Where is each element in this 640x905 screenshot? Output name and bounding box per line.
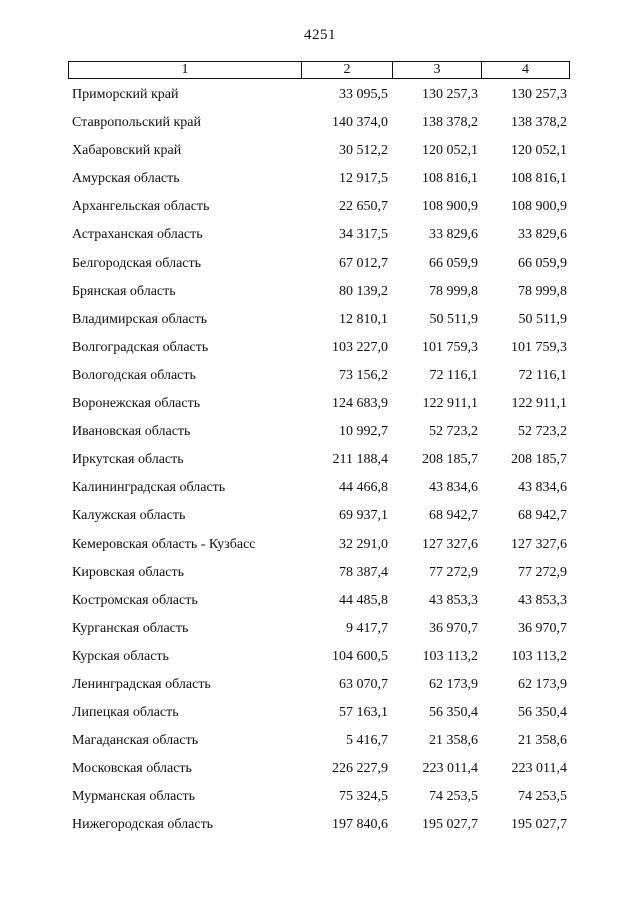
table-row [0, 86, 640, 114]
value-col-4: 78 999,8 [518, 283, 567, 299]
value-col-4: 33 829,6 [518, 227, 567, 243]
value-col-2: 78 387,4 [339, 564, 388, 580]
value-col-4: 62 173,9 [518, 676, 567, 692]
table-row [0, 311, 640, 339]
value-col-2: 197 840,6 [332, 817, 388, 833]
region-name: Московская область [72, 761, 192, 777]
table-row [0, 114, 640, 142]
value-col-4: 43 834,6 [518, 480, 567, 496]
table-row [0, 423, 640, 451]
region-name: Волгоградская область [72, 339, 209, 355]
value-col-3: 74 253,5 [429, 789, 478, 805]
value-col-2: 44 466,8 [339, 480, 388, 496]
region-name: Курганская область [72, 620, 189, 636]
value-col-4: 43 853,3 [518, 592, 567, 608]
value-col-3: 138 378,2 [422, 115, 478, 131]
table-row [0, 451, 640, 479]
value-col-4: 52 723,2 [518, 424, 567, 440]
value-col-4: 127 327,6 [511, 536, 567, 552]
value-col-4: 74 253,5 [518, 789, 567, 805]
table-header [68, 61, 570, 79]
value-col-4: 130 257,3 [511, 87, 567, 102]
value-col-2: 80 139,2 [339, 283, 388, 299]
value-col-2: 211 188,4 [332, 452, 388, 468]
region-name: Магаданская область [72, 733, 199, 749]
table-row [0, 142, 640, 170]
value-col-2: 5 416,7 [346, 733, 388, 749]
page-number: 4251 [304, 27, 336, 43]
value-col-4: 101 759,3 [511, 339, 567, 355]
table-row [0, 507, 640, 535]
table-row [0, 395, 640, 423]
table-row [0, 760, 640, 788]
value-col-2: 10 992,7 [339, 424, 388, 440]
table-body [0, 86, 640, 845]
value-col-3: 33 829,6 [429, 227, 478, 243]
value-col-2: 104 600,5 [332, 648, 388, 664]
region-name: Владимирская область [72, 311, 208, 327]
region-name: Вологодская область [72, 367, 196, 383]
value-col-3: 68 942,7 [429, 508, 478, 524]
table-row [0, 367, 640, 395]
value-col-2: 57 163,1 [339, 705, 388, 721]
value-col-3: 56 350,4 [429, 705, 478, 721]
value-col-4: 68 942,7 [518, 508, 567, 524]
value-col-4: 66 059,9 [518, 255, 567, 271]
region-name: Ивановская область [72, 424, 191, 440]
table-row [0, 339, 640, 367]
table-row [0, 226, 640, 254]
value-col-3: 223 011,4 [422, 761, 478, 777]
region-name: Астраханская область [72, 227, 203, 243]
value-col-3: 108 900,9 [422, 199, 478, 215]
value-col-2: 75 324,5 [339, 789, 388, 805]
table-row [0, 170, 640, 198]
value-col-3: 208 185,7 [422, 452, 478, 468]
value-col-4: 122 911,1 [511, 396, 567, 412]
table-row [0, 198, 640, 226]
value-col-4: 223 011,4 [511, 761, 567, 777]
table-row [0, 564, 640, 592]
value-col-4: 72 116,1 [518, 367, 567, 383]
table-row [0, 788, 640, 816]
region-name: Курская область [72, 648, 169, 664]
value-col-4: 103 113,2 [511, 648, 567, 664]
column-header-4: 4 [481, 62, 569, 78]
region-name: Иркутская область [72, 452, 184, 468]
region-name: Мурманская область [72, 789, 196, 805]
value-col-3: 62 173,9 [429, 676, 478, 692]
table-row [0, 648, 640, 676]
region-name: Кировская область [72, 564, 185, 580]
value-col-2: 73 156,2 [339, 367, 388, 383]
value-col-4: 195 027,7 [511, 817, 567, 833]
region-name: Кемеровская область - Кузбасс [72, 536, 256, 552]
value-col-2: 34 317,5 [339, 227, 388, 243]
value-col-2: 12 810,1 [339, 311, 388, 327]
value-col-3: 21 358,6 [429, 733, 478, 749]
table-row [0, 283, 640, 311]
region-name: Белгородская область [72, 255, 202, 271]
value-col-3: 77 272,9 [429, 564, 478, 580]
value-col-3: 130 257,3 [422, 87, 478, 102]
value-col-2: 44 485,8 [339, 592, 388, 608]
value-col-2: 103 227,0 [332, 339, 388, 355]
value-col-4: 120 052,1 [511, 143, 567, 159]
table-row [0, 676, 640, 704]
region-name: Нижегородская область [72, 817, 214, 833]
value-col-4: 138 378,2 [511, 115, 567, 131]
value-col-3: 108 816,1 [422, 171, 478, 187]
column-header-1: 1 [181, 62, 189, 77]
value-col-4: 108 816,1 [511, 171, 567, 187]
table-row [0, 704, 640, 732]
region-name: Амурская область [72, 171, 180, 187]
region-name: Ленинградская область [72, 676, 211, 692]
value-col-2: 32 291,0 [339, 536, 388, 552]
region-name: Брянская область [72, 283, 176, 299]
region-name: Воронежская область [72, 396, 201, 412]
table-row [0, 816, 640, 844]
value-col-3: 78 999,8 [429, 283, 478, 299]
value-col-3: 101 759,3 [422, 339, 478, 355]
value-col-2: 9 417,7 [346, 620, 388, 636]
value-col-3: 36 970,7 [429, 620, 478, 636]
value-col-2: 30 512,2 [339, 143, 388, 159]
table-row [0, 592, 640, 620]
value-col-2: 67 012,7 [339, 255, 388, 271]
value-col-2: 226 227,9 [332, 761, 388, 777]
region-name: Калужская область [72, 508, 186, 524]
value-col-2: 22 650,7 [339, 199, 388, 215]
value-col-3: 127 327,6 [422, 536, 478, 552]
table-row [0, 479, 640, 507]
value-col-3: 43 834,6 [429, 480, 478, 496]
region-name: Калининградская область [72, 480, 226, 496]
value-col-2: 140 374,0 [332, 115, 388, 131]
table-row [0, 536, 640, 564]
value-col-4: 77 272,9 [518, 564, 567, 580]
region-name: Костромская область [72, 592, 198, 608]
value-col-2: 12 917,5 [339, 171, 388, 187]
value-col-3: 103 113,2 [422, 648, 478, 664]
value-col-3: 66 059,9 [429, 255, 478, 271]
value-col-2: 69 937,1 [339, 508, 388, 524]
region-name: Липецкая область [72, 705, 179, 721]
value-col-3: 195 027,7 [422, 817, 478, 833]
region-name: Приморский край [72, 87, 179, 102]
value-col-4: 21 358,6 [518, 733, 567, 749]
value-col-3: 72 116,1 [429, 367, 478, 383]
region-name: Архангельская область [72, 199, 210, 215]
value-col-4: 108 900,9 [511, 199, 567, 215]
column-header-2: 2 [301, 62, 392, 78]
value-col-3: 52 723,2 [429, 424, 478, 440]
column-header-3: 3 [392, 62, 481, 78]
value-col-2: 124 683,9 [332, 396, 388, 412]
value-col-3: 122 911,1 [422, 396, 478, 412]
value-col-4: 208 185,7 [511, 452, 567, 468]
table-row [0, 732, 640, 760]
value-col-3: 43 853,3 [429, 592, 478, 608]
value-col-3: 50 511,9 [429, 311, 478, 327]
value-col-4: 56 350,4 [518, 705, 567, 721]
table-row [0, 620, 640, 648]
value-col-4: 36 970,7 [518, 620, 567, 636]
value-col-2: 63 070,7 [339, 676, 388, 692]
region-name: Ставропольский край [72, 115, 201, 131]
table-row [0, 255, 640, 283]
value-col-3: 120 052,1 [422, 143, 478, 159]
value-col-2: 33 095,5 [339, 87, 388, 102]
region-name: Хабаровский край [72, 143, 182, 159]
value-col-4: 50 511,9 [518, 311, 567, 327]
